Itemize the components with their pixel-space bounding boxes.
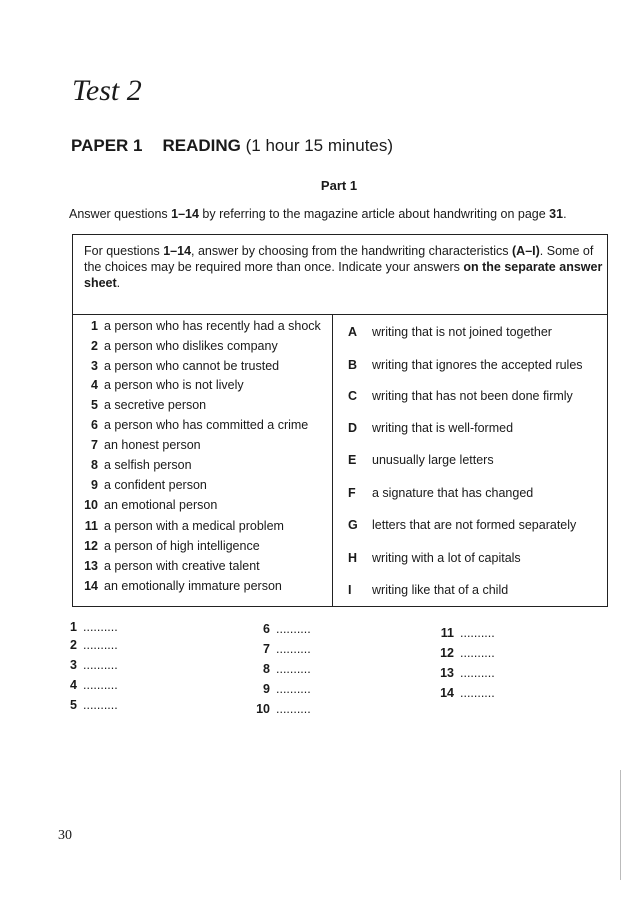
question-number: 14	[84, 579, 98, 593]
choice-text: writing that ignores the accepted rules	[372, 358, 583, 372]
answer-dots: ..........	[276, 622, 311, 636]
question-number: 12	[84, 539, 98, 553]
choice-letter: D	[348, 421, 358, 435]
question-text: an honest person	[104, 438, 201, 452]
answer-dots: ..........	[276, 642, 311, 656]
paper-heading	[71, 136, 393, 156]
question-item	[78, 539, 260, 553]
answer-number: 14	[440, 686, 454, 700]
answer-dots: ..........	[83, 620, 118, 634]
answer-number: 3	[70, 658, 77, 672]
question-number: 2	[91, 339, 98, 353]
question-text: a person with creative talent	[104, 559, 260, 573]
answer-blank[interactable]	[57, 620, 118, 634]
question-number: 5	[91, 398, 98, 412]
answer-blank[interactable]	[250, 702, 311, 716]
question-text: a person who has recently had a shock	[104, 319, 321, 333]
choice-item	[348, 453, 494, 467]
answer-dots: ..........	[83, 698, 118, 712]
question-text: a selfish person	[104, 458, 192, 472]
instruction-text	[84, 243, 604, 291]
instruction-end: .	[116, 276, 121, 290]
intro-text	[69, 207, 567, 221]
answer-number: 2	[70, 638, 77, 652]
answer-dots: ..........	[83, 678, 118, 692]
answer-dots: ..........	[460, 666, 495, 680]
question-item	[78, 398, 206, 412]
choice-letter: I	[348, 583, 352, 597]
question-item	[78, 519, 284, 533]
question-text: a person with a medical problem	[104, 519, 284, 533]
answer-blank[interactable]	[250, 622, 311, 636]
question-number: 13	[84, 559, 98, 573]
answer-number: 8	[263, 662, 270, 676]
answer-number: 10	[256, 702, 270, 716]
question-item	[78, 319, 321, 333]
question-text: a secretive person	[104, 398, 207, 412]
choice-item	[348, 518, 576, 532]
instruction-letters: (A–I)	[512, 244, 540, 258]
question-number: 10	[84, 498, 98, 512]
question-text: a person who dislikes company	[104, 339, 278, 353]
test-title: Test 2	[72, 74, 142, 107]
part-title: Part 1	[320, 178, 358, 193]
intro-mid: by referring to the magazine article about handwriting on page	[198, 207, 550, 221]
answer-blank[interactable]	[57, 658, 118, 672]
question-text: a confident person	[104, 478, 207, 492]
question-number: 6	[91, 418, 98, 432]
question-item	[78, 498, 217, 512]
choice-letter: G	[348, 518, 358, 532]
answer-number: 5	[70, 698, 77, 712]
grid-divider	[332, 314, 333, 607]
question-text: a person who cannot be trusted	[104, 359, 280, 373]
answer-blank[interactable]	[250, 662, 311, 676]
choice-text: a signature that has changed	[372, 486, 534, 500]
question-item	[78, 559, 260, 573]
choice-item	[348, 551, 521, 565]
page-number: 30	[58, 828, 72, 843]
question-number: 7	[91, 438, 98, 452]
instruction-mid: , answer by choosing from the handwriting characteristics	[191, 244, 513, 258]
scan-edge-line	[620, 770, 621, 880]
choice-text: writing that is well-formed	[372, 421, 514, 435]
answer-dots: ..........	[460, 626, 495, 640]
answer-number: 12	[440, 646, 454, 660]
answer-dots: ..........	[276, 682, 311, 696]
answer-dots: ..........	[460, 686, 495, 700]
question-number: 4	[91, 378, 98, 392]
instruction-mid2: . Some of the choices may be required more than once. Indicate your answers	[84, 244, 594, 274]
answer-dots: ..........	[276, 662, 311, 676]
question-text: an emotionally immature person	[104, 579, 282, 593]
answer-dots: ..........	[83, 658, 118, 672]
choice-item	[348, 421, 513, 435]
question-number: 11	[84, 519, 98, 533]
answer-blank[interactable]	[434, 666, 495, 680]
answer-blank[interactable]	[434, 686, 495, 700]
question-item	[78, 458, 192, 472]
question-number: 9	[91, 478, 98, 492]
answer-blank[interactable]	[57, 678, 118, 692]
question-item	[78, 339, 278, 353]
answer-blank[interactable]	[434, 626, 495, 640]
choice-letter: C	[348, 389, 358, 403]
answer-number: 7	[263, 642, 270, 656]
choice-text: writing that is not joined together	[372, 325, 552, 339]
paper-name: PAPER 1	[71, 136, 143, 155]
answer-number: 1	[70, 620, 77, 634]
choice-item	[348, 486, 533, 500]
question-item	[78, 438, 201, 452]
choice-text: writing with a lot of capitals	[372, 551, 521, 565]
instruction-range: 1–14	[163, 244, 192, 258]
intro-page: 31	[549, 207, 564, 221]
choice-text: letters that are not formed separately	[372, 518, 577, 532]
question-text: a person who is not lively	[104, 378, 244, 392]
question-item	[78, 359, 279, 373]
choice-letter: E	[348, 453, 357, 467]
question-text: a person who has committed a crime	[104, 418, 309, 432]
choice-text: unusually large letters	[372, 453, 494, 467]
question-number: 8	[91, 458, 98, 472]
question-number: 3	[91, 359, 98, 373]
answer-blank[interactable]	[57, 698, 118, 712]
answer-number: 11	[440, 626, 454, 640]
instruction-pre: For questions	[84, 244, 164, 258]
choice-item	[348, 583, 508, 597]
question-item	[78, 418, 308, 432]
intro-end: .	[563, 207, 567, 221]
question-item	[78, 478, 207, 492]
paper-section: READING	[162, 136, 241, 155]
choice-text: writing like that of a child	[372, 583, 509, 597]
answer-blank[interactable]	[434, 646, 495, 660]
question-number: 1	[91, 319, 98, 333]
answer-dots: ..........	[460, 646, 495, 660]
intro-range: 1–14	[171, 207, 199, 221]
answer-blank[interactable]	[250, 642, 311, 656]
intro-pre: Answer questions	[69, 207, 172, 221]
answer-number: 9	[263, 682, 270, 696]
paper-duration: (1 hour 15 minutes)	[245, 136, 394, 155]
choice-letter: H	[348, 551, 358, 565]
answer-blank[interactable]	[250, 682, 311, 696]
choice-letter: A	[348, 325, 358, 339]
answer-blank[interactable]	[57, 638, 118, 652]
answer-dots: ..........	[276, 702, 311, 716]
choice-item	[348, 325, 552, 339]
choice-letter: F	[348, 486, 356, 500]
choice-text: writing that has not been done firmly	[372, 389, 573, 403]
question-item	[78, 579, 282, 593]
question-text: an emotional person	[104, 498, 218, 512]
choice-letter: B	[348, 358, 358, 372]
answer-dots: ..........	[83, 638, 118, 652]
answer-number: 6	[263, 622, 270, 636]
choice-item	[348, 358, 583, 372]
choice-item	[348, 389, 573, 403]
question-item	[78, 378, 244, 392]
answer-number: 4	[70, 678, 77, 692]
question-text: a person of high intelligence	[104, 539, 260, 553]
answer-number: 13	[440, 666, 454, 680]
instruction-bold-end: on the separate answer sheet	[84, 260, 603, 290]
